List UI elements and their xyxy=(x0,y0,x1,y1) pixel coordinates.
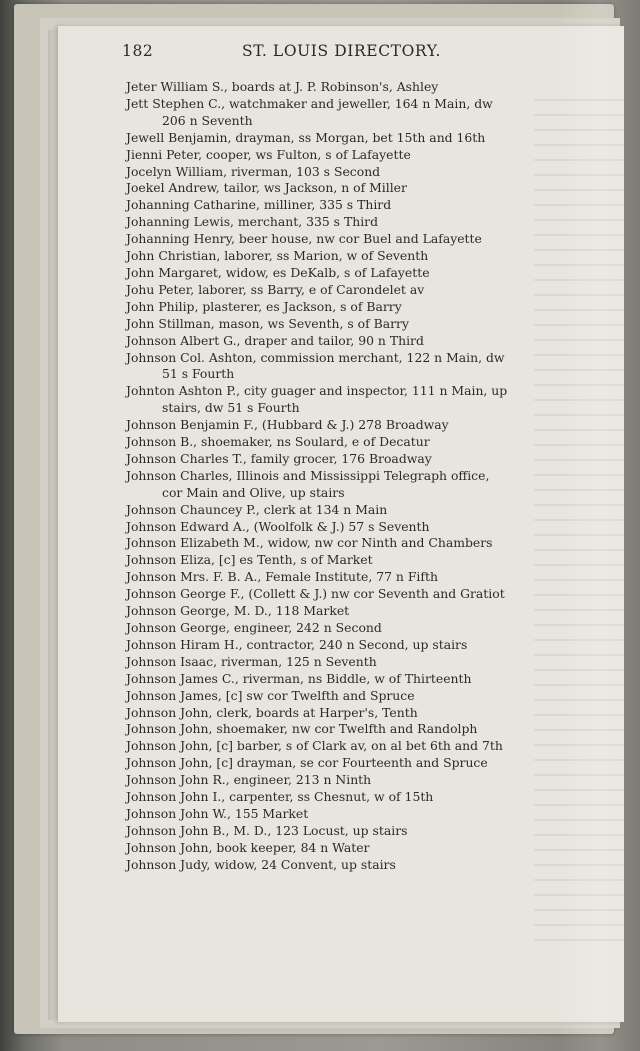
entry-text: Johnson Edward A., (Woolfolk & J.) 57 s Seventh xyxy=(126,518,430,534)
entry-text: Johnson George, M. D., 118 Market xyxy=(126,603,350,619)
page-header xyxy=(122,42,582,66)
entry-text: Johnson John W., 155 Market xyxy=(126,805,309,821)
page-number: 182 xyxy=(122,42,154,60)
directory-entry xyxy=(126,299,596,316)
entry-text: Johnson B., shoemaker, ns Soulard, e of Decatur xyxy=(126,434,430,450)
directory-entry xyxy=(126,535,596,552)
directory-entry xyxy=(126,789,596,806)
entry-text: Johu Peter, laborer, ss Barry, e of Carondelet av xyxy=(126,281,425,297)
directory-entry xyxy=(126,620,596,637)
directory-entry xyxy=(126,468,596,502)
entry-text: Johnson John, [c] barber, s of Clark av, on al bet 6th and 7th xyxy=(126,738,503,754)
entry-text: Jocelyn William, riverman, 103 s Second xyxy=(126,163,381,179)
entry-text: Johnson John B., M. D., 123 Locust, up stairs xyxy=(126,822,408,838)
entry-text: Johnson John I., carpenter, ss Chesnut, w of 15th xyxy=(126,789,434,805)
directory-entry xyxy=(126,806,596,823)
entry-text: Johnson Eliza, [c] es Tenth, s of Market xyxy=(126,552,373,568)
directory-entry xyxy=(126,316,596,333)
directory-entry xyxy=(126,451,596,468)
entry-text: Johnson Hiram H., contractor, 240 n Second, up stairs xyxy=(126,636,468,652)
directory-entry xyxy=(126,755,596,772)
directory-entry xyxy=(126,603,596,620)
entry-text: Johnson Albert G., draper and tailor, 90 n Third xyxy=(126,332,424,348)
directory-entry xyxy=(126,417,596,434)
entry-text: Johanning Catharine, milliner, 335 s Third xyxy=(126,197,392,213)
directory-entry xyxy=(126,197,596,214)
directory-entry xyxy=(126,265,596,282)
directory-entry xyxy=(126,569,596,586)
directory-entry xyxy=(126,130,596,147)
directory-entry xyxy=(126,772,596,789)
entry-text: Johnson James C., riverman, ns Biddle, w of Thirteenth xyxy=(126,670,472,686)
entry-text: John Christian, laborer, ss Marion, w of Seventh xyxy=(126,248,429,264)
entry-text: Johnson Elizabeth M., widow, nw cor Ninth and Chambers xyxy=(126,535,493,551)
directory-entry xyxy=(126,721,596,738)
entry-text: Johnson John, clerk, boards at Harper's, Tenth xyxy=(126,704,418,720)
entry-continuation: cor Main and Olive, up stairs xyxy=(162,484,345,500)
entry-text: Johnson George F., (Collett & J.) nw cor Seventh and Gratiot xyxy=(126,586,505,602)
entry-text: Jeter William S., boards at J. P. Robinson's, Ashley xyxy=(126,79,439,94)
entry-continuation: stairs, dw 51 s Fourth xyxy=(162,400,300,416)
directory-entry xyxy=(126,147,596,164)
entry-text: Johanning Henry, beer house, nw cor Buel and Lafayette xyxy=(126,231,482,247)
directory-entries xyxy=(126,79,596,874)
directory-entry xyxy=(126,688,596,705)
entry-text: Jewell Benjamin, drayman, ss Morgan, bet 15th and 16th xyxy=(126,129,486,145)
entry-text: Johnson Isaac, riverman, 125 n Seventh xyxy=(126,653,377,669)
directory-entry xyxy=(126,350,596,384)
directory-entry xyxy=(126,333,596,350)
entry-text: Johnson James, [c] sw cor Twelfth and Spruce xyxy=(126,687,415,703)
entry-text: Johnson John R., engineer, 213 n Ninth xyxy=(126,772,372,788)
directory-entry xyxy=(126,705,596,722)
page-title: ST. LOUIS DIRECTORY. xyxy=(242,42,442,60)
entry-text: John Stillman, mason, ws Seventh, s of Barry xyxy=(126,315,409,331)
directory-entry xyxy=(126,164,596,181)
directory-entry xyxy=(126,857,596,874)
directory-entry xyxy=(126,434,596,451)
entry-text: Johnson Mrs. F. B. A., Female Institute, 77 n Fifth xyxy=(126,569,438,585)
directory-entry xyxy=(126,231,596,248)
entry-text: Johnson John, shoemaker, nw cor Twelfth and Randolph xyxy=(126,721,478,737)
entry-continuation: 51 s Fourth xyxy=(162,366,235,382)
entry-text: Johanning Lewis, merchant, 335 s Third xyxy=(126,214,379,230)
directory-entry xyxy=(126,823,596,840)
directory-entry xyxy=(126,383,596,417)
entry-text: Johnson Charles T., family grocer, 176 Broadway xyxy=(126,450,432,466)
entry-text: Johnson Benjamin F., (Hubbard & J.) 278 Broadway xyxy=(126,417,449,433)
directory-page xyxy=(58,26,624,1022)
entry-text: Johnton Ashton P., city guager and inspector, 111 n Main, up xyxy=(126,383,508,399)
entry-text: Johnson George, engineer, 242 n Second xyxy=(126,620,382,635)
directory-entry xyxy=(126,671,596,688)
directory-entry xyxy=(126,840,596,857)
directory-entry xyxy=(126,738,596,755)
entry-text: Johnson Judy, widow, 24 Convent, up stairs xyxy=(126,856,396,872)
directory-entry xyxy=(126,79,596,96)
directory-entry xyxy=(126,637,596,654)
entry-text: Johnson Chauncey P., clerk at 134 n Main xyxy=(126,501,388,517)
directory-entry xyxy=(126,96,596,130)
directory-entry xyxy=(126,180,596,197)
directory-entry xyxy=(126,654,596,671)
entry-text: Jett Stephen C., watchmaker and jeweller, 164 n Main, dw xyxy=(126,95,493,111)
entry-text: John Margaret, widow, es DeKalb, s of Lafayette xyxy=(126,264,430,280)
entry-text: Jienni Peter, cooper, ws Fulton, s of Lafayette xyxy=(126,146,411,162)
directory-entry xyxy=(126,282,596,299)
entry-text: Johnson John, book keeper, 84 n Water xyxy=(126,839,370,855)
entry-continuation: 206 n Seventh xyxy=(162,112,253,128)
directory-entry xyxy=(126,248,596,265)
directory-entry xyxy=(126,214,596,231)
entry-text: John Philip, plasterer, es Jackson, s of Barry xyxy=(126,298,402,314)
entry-text: Johnson Col. Ashton, commission merchant, 122 n Main, dw xyxy=(126,349,505,365)
entry-text: Joekel Andrew, tailor, ws Jackson, n of Miller xyxy=(126,180,407,196)
entry-text: Johnson Charles, Illinois and Mississippi Telegraph office, xyxy=(126,467,490,483)
directory-entry xyxy=(126,519,596,536)
directory-entry xyxy=(126,586,596,603)
directory-entry xyxy=(126,502,596,519)
directory-entry xyxy=(126,552,596,569)
entry-text: Johnson John, [c] drayman, se cor Fourteenth and Spruce xyxy=(126,755,488,771)
